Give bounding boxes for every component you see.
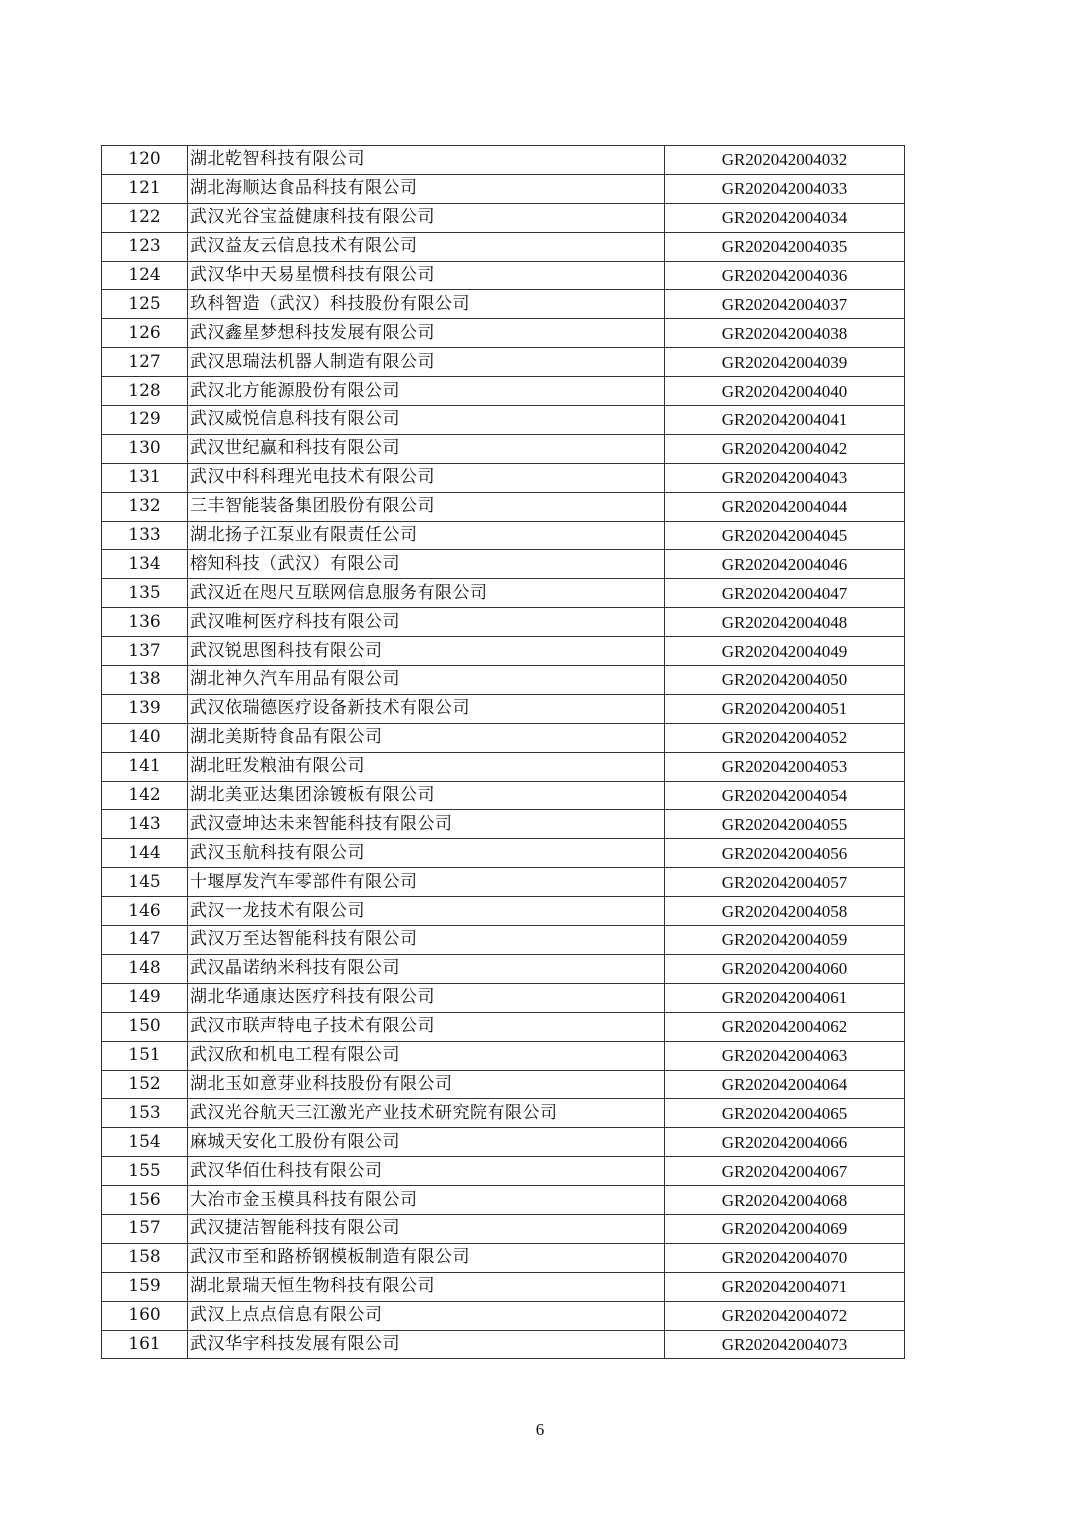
row-number: 131 xyxy=(102,463,188,492)
certificate-code: GR202042004073 xyxy=(665,1330,905,1359)
row-number: 130 xyxy=(102,434,188,463)
row-number: 155 xyxy=(102,1157,188,1186)
table-row xyxy=(102,723,905,752)
table-row xyxy=(102,666,905,695)
certificate-code: GR202042004061 xyxy=(665,983,905,1012)
table-row xyxy=(102,203,905,232)
certificate-code: GR202042004054 xyxy=(665,781,905,810)
table-row xyxy=(102,1186,905,1215)
table-row xyxy=(102,463,905,492)
table-row xyxy=(102,954,905,983)
company-name: 湖北景瑞天恒生物科技有限公司 xyxy=(188,1272,665,1301)
table-row xyxy=(102,406,905,435)
table-row xyxy=(102,897,905,926)
row-number: 141 xyxy=(102,752,188,781)
certificate-code: GR202042004070 xyxy=(665,1243,905,1272)
certificate-code: GR202042004045 xyxy=(665,521,905,550)
table-row xyxy=(102,1330,905,1359)
company-name: 武汉欣和机电工程有限公司 xyxy=(188,1041,665,1070)
certificate-code: GR202042004046 xyxy=(665,550,905,579)
certificate-code: GR202042004042 xyxy=(665,434,905,463)
company-name: 榕知科技（武汉）有限公司 xyxy=(188,550,665,579)
certificate-code: GR202042004059 xyxy=(665,926,905,955)
row-number: 123 xyxy=(102,232,188,261)
certificate-code: GR202042004048 xyxy=(665,608,905,637)
company-name: 玖科智造（武汉）科技股份有限公司 xyxy=(188,290,665,319)
row-number: 121 xyxy=(102,174,188,203)
certificate-code: GR202042004041 xyxy=(665,406,905,435)
row-number: 148 xyxy=(102,954,188,983)
company-name: 武汉光谷宝益健康科技有限公司 xyxy=(188,203,665,232)
row-number: 120 xyxy=(102,146,188,175)
row-number: 134 xyxy=(102,550,188,579)
table-row xyxy=(102,1157,905,1186)
company-name: 湖北美亚达集团涂镀板有限公司 xyxy=(188,781,665,810)
company-name: 武汉捷洁智能科技有限公司 xyxy=(188,1214,665,1243)
row-number: 158 xyxy=(102,1243,188,1272)
row-number: 153 xyxy=(102,1099,188,1128)
row-number: 145 xyxy=(102,868,188,897)
row-number: 156 xyxy=(102,1186,188,1215)
certificate-code: GR202042004032 xyxy=(665,146,905,175)
certificate-code: GR202042004064 xyxy=(665,1070,905,1099)
certificate-code: GR202042004044 xyxy=(665,492,905,521)
row-number: 150 xyxy=(102,1012,188,1041)
table-row xyxy=(102,348,905,377)
certificate-code: GR202042004038 xyxy=(665,319,905,348)
company-name: 湖北扬子江泵业有限责任公司 xyxy=(188,521,665,550)
table-row xyxy=(102,174,905,203)
table-row xyxy=(102,752,905,781)
table-row xyxy=(102,377,905,406)
table-row xyxy=(102,1128,905,1157)
company-name: 武汉上点点信息有限公司 xyxy=(188,1301,665,1330)
row-number: 140 xyxy=(102,723,188,752)
company-name: 武汉威悦信息科技有限公司 xyxy=(188,406,665,435)
company-name: 武汉万至达智能科技有限公司 xyxy=(188,926,665,955)
table-row xyxy=(102,781,905,810)
table-row xyxy=(102,1041,905,1070)
table-row xyxy=(102,579,905,608)
table-row xyxy=(102,1012,905,1041)
table-row xyxy=(102,868,905,897)
certificate-code: GR202042004040 xyxy=(665,377,905,406)
row-number: 122 xyxy=(102,203,188,232)
company-name: 大冶市金玉模具科技有限公司 xyxy=(188,1186,665,1215)
company-name: 武汉锐思图科技有限公司 xyxy=(188,637,665,666)
table-row xyxy=(102,146,905,175)
table-row xyxy=(102,637,905,666)
certificate-code: GR202042004055 xyxy=(665,810,905,839)
row-number: 135 xyxy=(102,579,188,608)
row-number: 137 xyxy=(102,637,188,666)
company-name: 武汉一龙技术有限公司 xyxy=(188,897,665,926)
row-number: 128 xyxy=(102,377,188,406)
certificate-code: GR202042004062 xyxy=(665,1012,905,1041)
table-row xyxy=(102,839,905,868)
company-name: 湖北旺发粮油有限公司 xyxy=(188,752,665,781)
certificate-code: GR202042004071 xyxy=(665,1272,905,1301)
certificate-code: GR202042004051 xyxy=(665,694,905,723)
row-number: 129 xyxy=(102,406,188,435)
certificate-code: GR202042004068 xyxy=(665,1186,905,1215)
company-name: 武汉市联声特电子技术有限公司 xyxy=(188,1012,665,1041)
table-row xyxy=(102,608,905,637)
certificate-code: GR202042004039 xyxy=(665,348,905,377)
certificate-table xyxy=(101,145,905,1359)
row-number: 133 xyxy=(102,521,188,550)
table-row xyxy=(102,550,905,579)
company-name: 武汉晶诺纳米科技有限公司 xyxy=(188,954,665,983)
table-row xyxy=(102,926,905,955)
row-number: 139 xyxy=(102,694,188,723)
table-row xyxy=(102,810,905,839)
certificate-code: GR202042004053 xyxy=(665,752,905,781)
row-number: 146 xyxy=(102,897,188,926)
row-number: 125 xyxy=(102,290,188,319)
table-row xyxy=(102,290,905,319)
table-row xyxy=(102,521,905,550)
company-name: 武汉中科科理光电技术有限公司 xyxy=(188,463,665,492)
row-number: 159 xyxy=(102,1272,188,1301)
company-name: 武汉鑫星梦想科技发展有限公司 xyxy=(188,319,665,348)
company-name: 湖北华通康达医疗科技有限公司 xyxy=(188,983,665,1012)
certificate-code: GR202042004047 xyxy=(665,579,905,608)
certificate-code: GR202042004058 xyxy=(665,897,905,926)
certificate-code: GR202042004037 xyxy=(665,290,905,319)
company-name: 武汉依瑞德医疗设备新技术有限公司 xyxy=(188,694,665,723)
table-row xyxy=(102,434,905,463)
company-name: 武汉世纪赢和科技有限公司 xyxy=(188,434,665,463)
company-name: 湖北美斯特食品有限公司 xyxy=(188,723,665,752)
row-number: 132 xyxy=(102,492,188,521)
row-number: 143 xyxy=(102,810,188,839)
row-number: 124 xyxy=(102,261,188,290)
row-number: 136 xyxy=(102,608,188,637)
company-name: 三丰智能装备集团股份有限公司 xyxy=(188,492,665,521)
company-name: 十堰厚发汽车零部件有限公司 xyxy=(188,868,665,897)
table-row xyxy=(102,1070,905,1099)
row-number: 126 xyxy=(102,319,188,348)
table-row xyxy=(102,983,905,1012)
row-number: 127 xyxy=(102,348,188,377)
company-name: 湖北神久汽车用品有限公司 xyxy=(188,666,665,695)
certificate-code: GR202042004036 xyxy=(665,261,905,290)
certificate-code: GR202042004049 xyxy=(665,637,905,666)
table-row xyxy=(102,261,905,290)
table-row xyxy=(102,1214,905,1243)
company-name: 武汉华中天易星惯科技有限公司 xyxy=(188,261,665,290)
certificate-code: GR202042004063 xyxy=(665,1041,905,1070)
certificate-code: GR202042004052 xyxy=(665,723,905,752)
certificate-code: GR202042004067 xyxy=(665,1157,905,1186)
company-name: 湖北海顺达食品科技有限公司 xyxy=(188,174,665,203)
certificate-code: GR202042004035 xyxy=(665,232,905,261)
table-body xyxy=(102,146,905,1359)
table-row xyxy=(102,232,905,261)
row-number: 152 xyxy=(102,1070,188,1099)
table-row xyxy=(102,319,905,348)
row-number: 160 xyxy=(102,1301,188,1330)
company-name: 麻城天安化工股份有限公司 xyxy=(188,1128,665,1157)
company-name: 武汉唯柯医疗科技有限公司 xyxy=(188,608,665,637)
company-name: 武汉市至和路桥钢模板制造有限公司 xyxy=(188,1243,665,1272)
row-number: 151 xyxy=(102,1041,188,1070)
row-number: 161 xyxy=(102,1330,188,1359)
certificate-code: GR202042004069 xyxy=(665,1214,905,1243)
company-name: 湖北乾智科技有限公司 xyxy=(188,146,665,175)
company-name: 武汉益友云信息技术有限公司 xyxy=(188,232,665,261)
company-name: 武汉思瑞法机器人制造有限公司 xyxy=(188,348,665,377)
company-name: 武汉北方能源股份有限公司 xyxy=(188,377,665,406)
certificate-code: GR202042004057 xyxy=(665,868,905,897)
row-number: 144 xyxy=(102,839,188,868)
row-number: 147 xyxy=(102,926,188,955)
table-row xyxy=(102,694,905,723)
certificate-code: GR202042004060 xyxy=(665,954,905,983)
row-number: 138 xyxy=(102,666,188,695)
row-number: 154 xyxy=(102,1128,188,1157)
certificate-code: GR202042004034 xyxy=(665,203,905,232)
company-name: 武汉华宇科技发展有限公司 xyxy=(188,1330,665,1359)
row-number: 142 xyxy=(102,781,188,810)
table-row xyxy=(102,1243,905,1272)
certificate-code: GR202042004050 xyxy=(665,666,905,695)
row-number: 157 xyxy=(102,1214,188,1243)
certificate-code: GR202042004072 xyxy=(665,1301,905,1330)
table-row xyxy=(102,1272,905,1301)
certificate-code: GR202042004043 xyxy=(665,463,905,492)
company-name: 湖北玉如意芽业科技股份有限公司 xyxy=(188,1070,665,1099)
table-row xyxy=(102,1099,905,1128)
company-name: 武汉光谷航天三江激光产业技术研究院有限公司 xyxy=(188,1099,665,1128)
company-name: 武汉玉航科技有限公司 xyxy=(188,839,665,868)
company-name: 武汉华佰仕科技有限公司 xyxy=(188,1157,665,1186)
company-name: 武汉壹坤达未来智能科技有限公司 xyxy=(188,810,665,839)
table-row xyxy=(102,492,905,521)
table-row xyxy=(102,1301,905,1330)
certificate-code: GR202042004056 xyxy=(665,839,905,868)
certificate-code: GR202042004066 xyxy=(665,1128,905,1157)
certificate-code: GR202042004065 xyxy=(665,1099,905,1128)
row-number: 149 xyxy=(102,983,188,1012)
certificate-code: GR202042004033 xyxy=(665,174,905,203)
company-name: 武汉近在咫尺互联网信息服务有限公司 xyxy=(188,579,665,608)
page-number: 6 xyxy=(535,1420,545,1439)
